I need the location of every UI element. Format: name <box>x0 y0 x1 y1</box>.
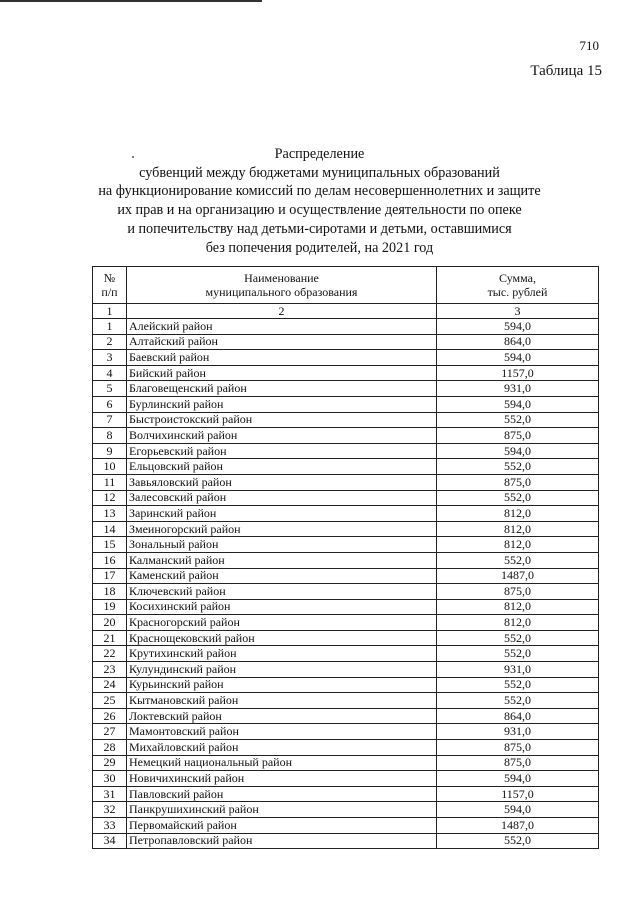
column-index-row <box>93 304 599 319</box>
row-number: 26 <box>93 708 127 724</box>
subvention-amount: 552,0 <box>437 490 599 506</box>
row-number: 1 <box>93 319 127 335</box>
top-rule <box>0 0 262 2</box>
subvention-amount: 812,0 <box>437 537 599 553</box>
heading-line: без попечения родителей, на 2021 год <box>205 239 434 256</box>
municipality-name: Калманский район <box>127 552 437 568</box>
subvention-amount: 1157,0 <box>437 365 599 381</box>
table-row <box>93 740 599 756</box>
heading-line: субвенций между бюджетами муниципальных образований <box>139 164 500 181</box>
header-number <box>93 267 127 304</box>
table-row <box>93 755 599 771</box>
row-number: 6 <box>93 396 127 412</box>
subvention-amount: 552,0 <box>437 833 599 849</box>
municipality-name: Каменский район <box>127 568 437 584</box>
subvention-amount: 931,0 <box>437 662 599 678</box>
subvention-amount: 552,0 <box>437 630 599 646</box>
row-number: 27 <box>93 724 127 740</box>
subvention-amount: 875,0 <box>437 428 599 444</box>
header-name-line2: муниципального образования <box>205 285 358 299</box>
municipality-name: Баевский район <box>127 350 437 366</box>
municipality-name: Ключевский район <box>127 584 437 600</box>
row-number: 22 <box>93 646 127 662</box>
table-row <box>93 584 599 600</box>
page-number: 710 <box>579 38 599 53</box>
heading-line: на функционирование комиссий по делам несовершеннолетних и защите <box>98 183 541 200</box>
subvention-amount: 875,0 <box>437 755 599 771</box>
heading-line: и попечительству над детьми-сиротами и детьми, оставшимися <box>127 220 512 237</box>
municipality-name: Мамонтовский район <box>127 724 437 740</box>
municipality-name: Павловский район <box>127 786 437 802</box>
row-number: 23 <box>93 662 127 678</box>
municipality-name: Первомайский район <box>127 818 437 834</box>
row-number: 14 <box>93 521 127 537</box>
table-row <box>93 662 599 678</box>
table-row <box>93 365 599 381</box>
row-number: 2 <box>93 334 127 350</box>
municipality-name: Завьяловский район <box>127 474 437 490</box>
row-number: 3 <box>93 350 127 366</box>
table-row <box>93 474 599 490</box>
table-row <box>93 708 599 724</box>
table-row <box>93 490 599 506</box>
row-number: 11 <box>93 474 127 490</box>
table-row <box>93 396 599 412</box>
subvention-amount: 552,0 <box>437 412 599 428</box>
table-row <box>93 381 599 397</box>
heading-line: их прав и на организацию и осуществление деятельности по опеке <box>117 202 522 219</box>
subvention-amount: 864,0 <box>437 334 599 350</box>
row-number: 17 <box>93 568 127 584</box>
subvention-amount: 594,0 <box>437 319 599 335</box>
subvention-amount: 1487,0 <box>437 818 599 834</box>
row-number: 10 <box>93 459 127 475</box>
subvention-amount: 1157,0 <box>437 786 599 802</box>
subvention-amount: 812,0 <box>437 521 599 537</box>
row-number: 20 <box>93 615 127 631</box>
table-row <box>93 506 599 522</box>
table-row <box>93 833 599 849</box>
subvention-amount: 875,0 <box>437 584 599 600</box>
municipality-name: Краснощековский район <box>127 630 437 646</box>
table-row <box>93 428 599 444</box>
municipality-name: Петропавловский район <box>127 833 437 849</box>
subvention-amount: 594,0 <box>437 396 599 412</box>
table-row <box>93 818 599 834</box>
header-name-line1: Наименование <box>244 271 319 285</box>
table-row <box>93 693 599 709</box>
row-number: 34 <box>93 833 127 849</box>
municipality-name: Бурлинский район <box>127 396 437 412</box>
municipality-name: Красногорский район <box>127 615 437 631</box>
row-number: 25 <box>93 693 127 709</box>
row-number: 16 <box>93 552 127 568</box>
municipality-name: Волчихинский район <box>127 428 437 444</box>
subvention-amount: 552,0 <box>437 677 599 693</box>
municipality-name: Бийский район <box>127 365 437 381</box>
subvention-amount: 812,0 <box>437 615 599 631</box>
table-row <box>93 630 599 646</box>
subvention-amount: 931,0 <box>437 724 599 740</box>
row-number: 12 <box>93 490 127 506</box>
municipality-name: Курьинский район <box>127 677 437 693</box>
row-number: 19 <box>93 599 127 615</box>
table-row <box>93 521 599 537</box>
municipality-name: Залесовский район <box>127 490 437 506</box>
municipality-name: Крутихинский район <box>127 646 437 662</box>
subvention-amount: 552,0 <box>437 646 599 662</box>
subvention-amount: 1487,0 <box>437 568 599 584</box>
table-row <box>93 334 599 350</box>
subvention-amount: 594,0 <box>437 350 599 366</box>
table-row <box>93 412 599 428</box>
municipality-name: Косихинский район <box>127 599 437 615</box>
header-number-line2: п/п <box>101 285 118 299</box>
row-number: 31 <box>93 786 127 802</box>
row-number: 7 <box>93 412 127 428</box>
row-number: 32 <box>93 802 127 818</box>
subvention-amount: 875,0 <box>437 740 599 756</box>
heading-line: Распределение <box>274 146 365 162</box>
table-label: Таблица 15 <box>530 63 602 79</box>
table-row <box>93 552 599 568</box>
municipality-name: Новичихинский район <box>127 771 437 787</box>
row-number: 4 <box>93 365 127 381</box>
column-index: 3 <box>437 304 599 319</box>
row-number: 24 <box>93 677 127 693</box>
municipality-name: Ельцовский район <box>127 459 437 475</box>
row-number: 29 <box>93 755 127 771</box>
municipality-name: Михайловский район <box>127 740 437 756</box>
subvention-amount: 552,0 <box>437 459 599 475</box>
table-row <box>93 319 599 335</box>
municipality-name: Егорьевский район <box>127 443 437 459</box>
municipality-name: Кулундинский район <box>127 662 437 678</box>
table-row <box>93 537 599 553</box>
subvention-table <box>92 266 599 849</box>
row-number: 5 <box>93 381 127 397</box>
table-row <box>93 677 599 693</box>
municipality-name: Змеиногорский район <box>127 521 437 537</box>
municipality-name: Немецкий национальный район <box>127 755 437 771</box>
row-number: 13 <box>93 506 127 522</box>
table-row <box>93 646 599 662</box>
municipality-name: Заринский район <box>127 506 437 522</box>
table-row <box>93 802 599 818</box>
table-row <box>93 443 599 459</box>
table-row <box>93 615 599 631</box>
municipality-name: Зональный район <box>127 537 437 553</box>
header-sum <box>437 267 599 304</box>
subvention-amount: 875,0 <box>437 474 599 490</box>
table-row <box>93 350 599 366</box>
document-heading <box>0 145 639 257</box>
subvention-amount: 594,0 <box>437 443 599 459</box>
subvention-amount: 812,0 <box>437 506 599 522</box>
municipality-name: Панкрушихинский район <box>127 802 437 818</box>
table-row <box>93 599 599 615</box>
municipality-name: Благовещенский район <box>127 381 437 397</box>
municipality-name: Быстроистокский район <box>127 412 437 428</box>
municipality-name: Кытмановский район <box>127 693 437 709</box>
row-number: 18 <box>93 584 127 600</box>
subvention-amount: 931,0 <box>437 381 599 397</box>
header-sum-line2: тыс. рублей <box>487 285 548 299</box>
header-number-line1: № <box>103 271 116 285</box>
subvention-amount: 864,0 <box>437 708 599 724</box>
column-index: 1 <box>93 304 127 319</box>
column-index: 2 <box>127 304 437 319</box>
table-row <box>93 786 599 802</box>
header-name <box>127 267 437 304</box>
subvention-amount: 812,0 <box>437 599 599 615</box>
header-sum-line1: Сумма, <box>499 271 536 285</box>
subvention-amount: 594,0 <box>437 771 599 787</box>
row-number: 15 <box>93 537 127 553</box>
table-row <box>93 724 599 740</box>
row-number: 30 <box>93 771 127 787</box>
table-row <box>93 459 599 475</box>
municipality-name: Локтевский район <box>127 708 437 724</box>
municipality-name: Алтайский район <box>127 334 437 350</box>
municipality-name: Алейский район <box>127 319 437 335</box>
row-number: 9 <box>93 443 127 459</box>
row-number: 33 <box>93 818 127 834</box>
subvention-amount: 552,0 <box>437 552 599 568</box>
row-number: 21 <box>93 630 127 646</box>
row-number: 28 <box>93 740 127 756</box>
table-row <box>93 568 599 584</box>
table-row <box>93 771 599 787</box>
subvention-amount: 552,0 <box>437 693 599 709</box>
table-header-row <box>93 267 599 304</box>
subvention-amount: 594,0 <box>437 802 599 818</box>
row-number: 8 <box>93 428 127 444</box>
